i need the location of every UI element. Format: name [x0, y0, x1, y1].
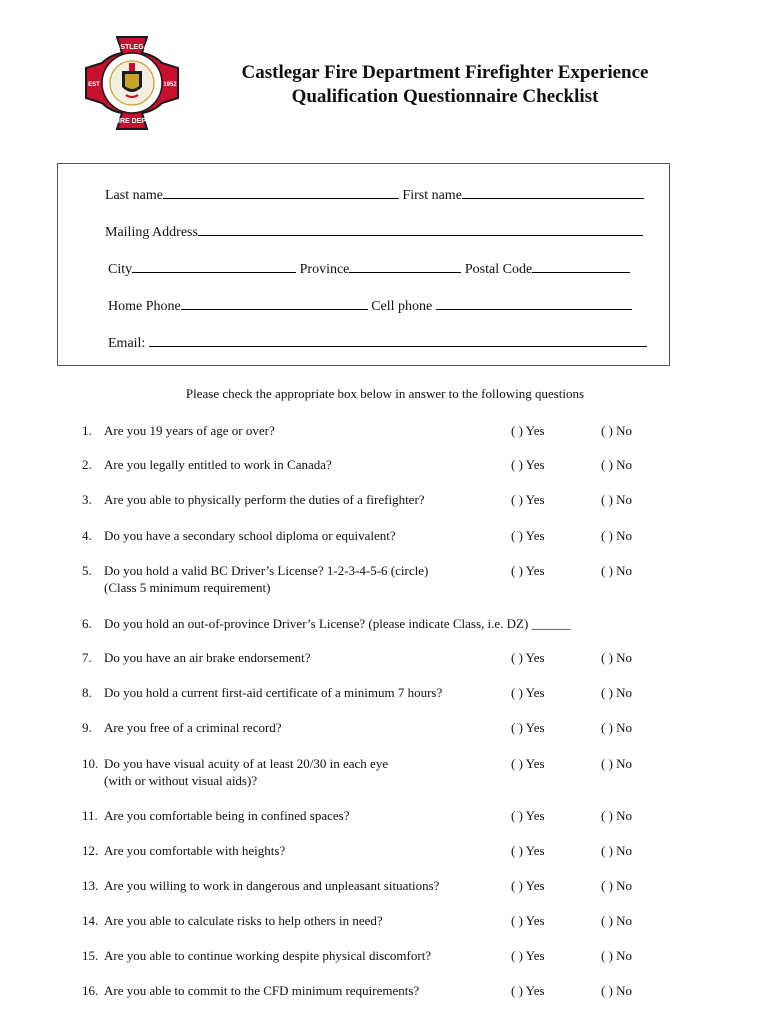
first-name-label: First name [402, 188, 462, 203]
cell-phone-field[interactable] [436, 295, 632, 310]
yes-checkbox[interactable]: ( ) Yes [511, 528, 545, 543]
question-text-line: Are you comfortable being in confined spaces? [104, 808, 350, 823]
city-row [108, 258, 630, 276]
question-number: 7. [82, 650, 92, 665]
no-checkbox[interactable]: ( ) No [601, 720, 633, 735]
question-number: 10. [82, 756, 99, 771]
question-number: 11. [82, 808, 98, 823]
yes-checkbox[interactable]: ( ) Yes [511, 983, 545, 998]
question-number: 8. [82, 685, 92, 700]
question-text [104, 947, 431, 964]
home-phone-field[interactable] [181, 295, 368, 310]
badge-left-text: EST [88, 82, 100, 88]
no-checkbox[interactable]: ( ) No [601, 528, 633, 543]
yes-checkbox[interactable]: ( ) Yes [511, 720, 545, 735]
question-text-line: Do you hold an out-of-province Driver’s License? (please indicate Class, i.e. DZ) ______ [104, 616, 571, 631]
address-row [105, 221, 643, 239]
no-checkbox[interactable]: ( ) No [601, 685, 633, 700]
yes-checkbox[interactable]: ( ) Yes [511, 650, 545, 665]
question-text [104, 807, 349, 824]
postal-code-field[interactable] [532, 258, 630, 273]
yes-checkbox[interactable]: ( ) Yes [511, 457, 545, 472]
title-line-2: Qualification Questionnaire Checklist [291, 86, 599, 107]
question-text [104, 842, 285, 859]
question-text [104, 456, 332, 473]
email-row [108, 332, 647, 350]
question-text [104, 491, 425, 508]
fire-dept-badge-logo [82, 33, 182, 133]
badge-bottom-text: FIRE DEPT [113, 118, 151, 125]
question-number: 1. [82, 423, 92, 438]
question-text-line: Are you 19 years of age or over? [104, 423, 275, 438]
question-number: 2. [82, 457, 92, 472]
page-title [210, 61, 680, 109]
yes-checkbox[interactable]: ( ) Yes [511, 492, 545, 507]
question-text-line: Are you legally entitled to work in Canada? [104, 457, 332, 472]
question-text [104, 877, 439, 894]
yes-checkbox[interactable]: ( ) Yes [511, 423, 545, 438]
question-text [104, 982, 419, 999]
city-field[interactable] [132, 258, 296, 273]
question-number: 4. [82, 528, 92, 543]
question-text [104, 912, 383, 929]
email-label: Email: [108, 336, 146, 351]
city-label: City [108, 262, 133, 277]
no-checkbox[interactable]: ( ) No [601, 492, 633, 507]
question-text [104, 684, 442, 701]
no-checkbox[interactable]: ( ) No [601, 650, 633, 665]
yes-checkbox[interactable]: ( ) Yes [511, 685, 545, 700]
yes-checkbox[interactable]: ( ) Yes [511, 563, 545, 578]
instructions-text: Please check the appropriate box below in answer to the following questions [185, 386, 585, 401]
last-name-field[interactable] [163, 184, 399, 199]
yes-checkbox[interactable]: ( ) Yes [511, 756, 545, 771]
badge-top-text: CASTLEGAR [110, 44, 154, 51]
no-checkbox[interactable]: ( ) No [601, 457, 633, 472]
question-text [104, 615, 571, 632]
question-text [104, 649, 310, 666]
question-text-line: Do you have an air brake endorsement? [104, 650, 311, 665]
yes-checkbox[interactable]: ( ) Yes [511, 948, 545, 963]
question-text-line: Are you free of a criminal record? [104, 720, 282, 735]
no-checkbox[interactable]: ( ) No [601, 983, 633, 998]
yes-checkbox[interactable]: ( ) Yes [511, 843, 545, 858]
no-checkbox[interactable]: ( ) No [601, 563, 633, 578]
province-field[interactable] [349, 258, 461, 273]
cell-phone-label: Cell phone [371, 299, 433, 314]
question-text-line-2: (with or without visual aids)? [104, 773, 258, 788]
question-number: 12. [82, 843, 99, 858]
question-text-line: Are you able to calculate risks to help others in need? [104, 913, 383, 928]
no-checkbox[interactable]: ( ) No [601, 423, 633, 438]
no-checkbox[interactable]: ( ) No [601, 878, 633, 893]
question-text-line: Do you hold a valid BC Driver’s License? 1-2-3-4-5-6 (circle) [104, 563, 429, 578]
question-number: 13. [82, 878, 99, 893]
question-text-line: Are you able to physically perform the duties of a firefighter? [104, 492, 425, 507]
question-text-line: Are you willing to work in dangerous and unpleasant situations? [104, 878, 440, 893]
question-number: 5. [82, 563, 92, 578]
contact-info-box [57, 163, 670, 366]
question-text-line-2: (Class 5 minimum requirement) [104, 580, 271, 595]
home-phone-label: Home Phone [108, 299, 181, 314]
no-checkbox[interactable]: ( ) No [601, 808, 633, 823]
question-number: 15. [82, 948, 99, 963]
no-checkbox[interactable]: ( ) No [601, 948, 633, 963]
province-label: Province [299, 262, 350, 277]
email-field[interactable] [149, 332, 647, 347]
yes-checkbox[interactable]: ( ) Yes [511, 913, 545, 928]
first-name-field[interactable] [462, 184, 644, 199]
mailing-address-field[interactable] [198, 221, 643, 236]
question-text-line: Do you hold a current first-aid certificate of a minimum 7 hours? [104, 685, 443, 700]
no-checkbox[interactable]: ( ) No [601, 913, 633, 928]
yes-checkbox[interactable]: ( ) Yes [511, 878, 545, 893]
question-number: 14. [82, 913, 99, 928]
question-number: 3. [82, 492, 92, 507]
question-text [104, 562, 428, 596]
question-text [104, 755, 388, 789]
question-text-line: Are you able to commit to the CFD minimum requirements? [104, 983, 420, 998]
question-number: 9. [82, 720, 92, 735]
postal-code-label: Postal Code [464, 262, 533, 277]
name-row [105, 184, 644, 202]
question-text [104, 719, 282, 736]
mailing-address-label: Mailing Address [105, 225, 198, 240]
last-name-label: Last name [105, 188, 163, 203]
no-checkbox[interactable]: ( ) No [601, 756, 633, 771]
question-text-line: Do you have visual acuity of at least 20/30 in each eye [104, 756, 389, 771]
no-checkbox[interactable]: ( ) No [601, 843, 633, 858]
yes-checkbox[interactable]: ( ) Yes [511, 808, 545, 823]
question-text [104, 422, 275, 439]
question-number: 16. [82, 983, 99, 998]
question-text-line: Do you have a secondary school diploma or equivalent? [104, 528, 396, 543]
question-number: 6. [82, 616, 92, 631]
phone-row [108, 295, 632, 313]
badge-right-text: 1952 [163, 82, 177, 88]
question-text-line: Are you able to continue working despite physical discomfort? [104, 948, 432, 963]
question-text [104, 527, 396, 544]
title-line-1: Castlegar Fire Department Firefighter Experience [241, 62, 649, 83]
question-text-line: Are you comfortable with heights? [104, 843, 286, 858]
